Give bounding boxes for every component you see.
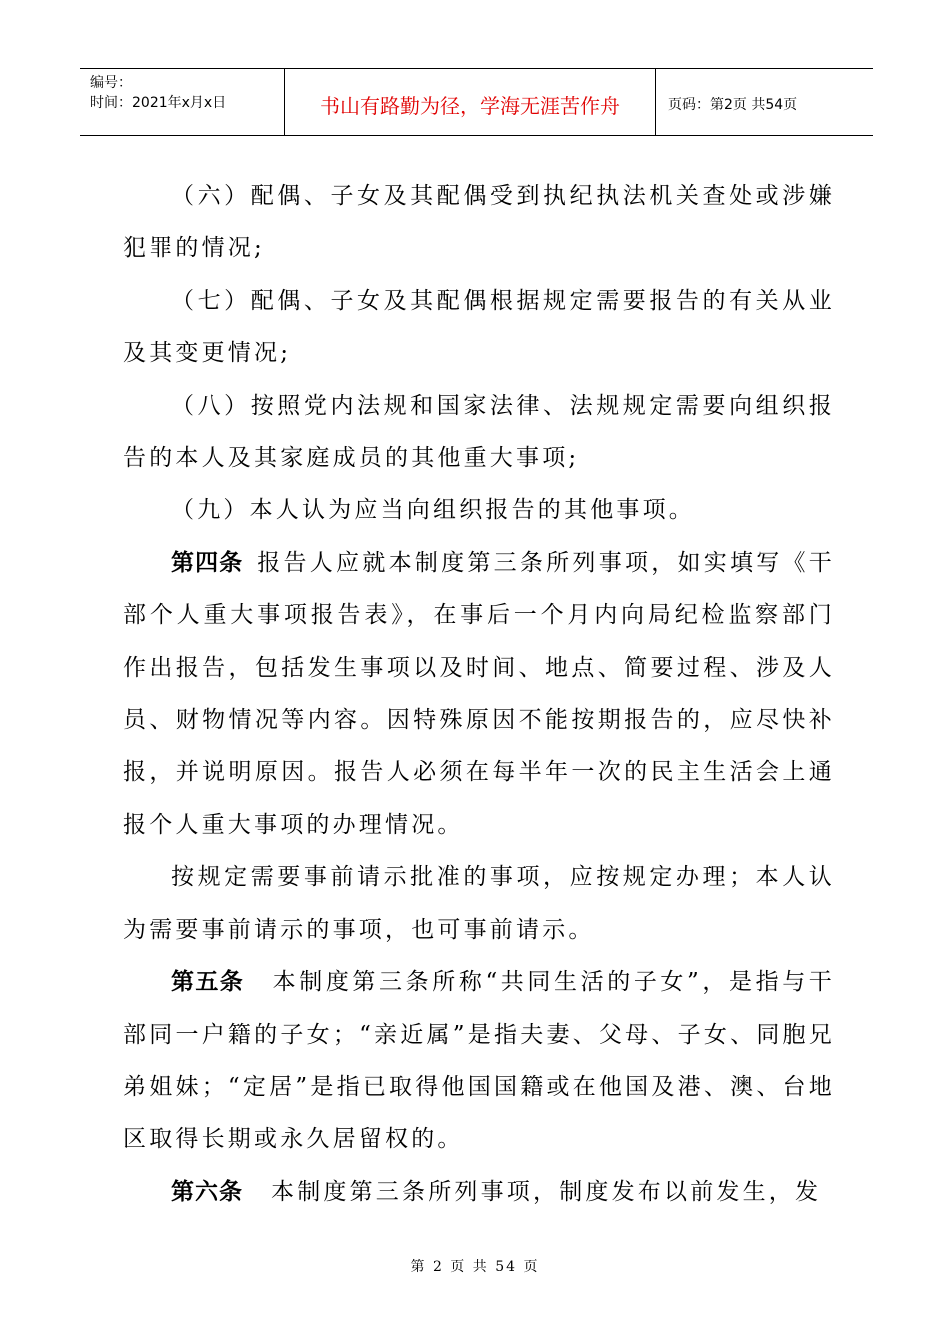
number-label: 编号：	[90, 75, 132, 91]
article-heading: 第六条	[171, 1177, 243, 1205]
header-page-label: 页码：第2页 共54页	[668, 97, 798, 113]
header-motto: 书山有路勤为径，学海无涯苦作舟	[285, 69, 656, 135]
paragraph-text: （六）配偶、子女及其配偶受到执纪执法机关查处或涉嫌犯罪的情况;	[123, 183, 835, 262]
article-5	[123, 956, 835, 1166]
paragraph-6	[123, 170, 835, 275]
paragraph-text: （八）按照党内法规和国家法律、法规规定需要向组织报告的本人及其家庭成员的其他重大事项;	[123, 392, 835, 472]
paragraph-text: （七）配偶、子女及其配偶根据规定需要报告的有关从业及其变更情况;	[123, 287, 835, 367]
paragraph-text: 报告人应就本制度第三条所列事项，如实填写《干部个人重大事项报告表》，在事后一个月内向局纪检监察部门作出报告，包括发生事项以及时间、地点、简要过程、涉及人员、财物情况等内容。因特殊原因不能按期报告的，应尽快补报，并说明原因。报告人必须在每半年一次的民主生活会上通报个人重大事项的办理情况。	[123, 549, 836, 838]
article-6	[123, 1166, 835, 1218]
header-meta	[80, 69, 285, 135]
paragraph-text: 本制度第三条所称“共同生活的子女”，是指与干部同一户籍的子女；“亲近属”是指夫妻、父母、子女、同胞兄弟姐妹；“定居”是指已取得他国国籍或在他国及港、澳、台地区取得长期或永久居留权的。	[123, 969, 836, 1153]
paragraph-text: 本制度第三条所列事项，制度发布以前发生，发	[271, 1178, 822, 1205]
article-heading: 第五条	[171, 968, 245, 996]
article-4	[123, 537, 835, 851]
document-body	[123, 170, 835, 1218]
article-heading: 第四条	[171, 548, 244, 576]
time-label: 时间：2021年x月x日	[90, 95, 227, 111]
paragraph-text: 按规定需要事前请示批准的事项，应按规定办理；本人认为需要事前请示的事项，也可事前请示。	[123, 864, 835, 943]
paragraph-9	[123, 484, 835, 536]
paragraph-8	[123, 380, 835, 485]
paragraph-7	[123, 275, 835, 380]
paragraph-text: （九）本人认为应当向组织报告的其他事项。	[171, 497, 695, 524]
document-header	[80, 68, 873, 136]
page-footer: 第 2 页 共 54 页	[410, 1259, 540, 1275]
paragraph-prior-approval	[123, 851, 835, 956]
